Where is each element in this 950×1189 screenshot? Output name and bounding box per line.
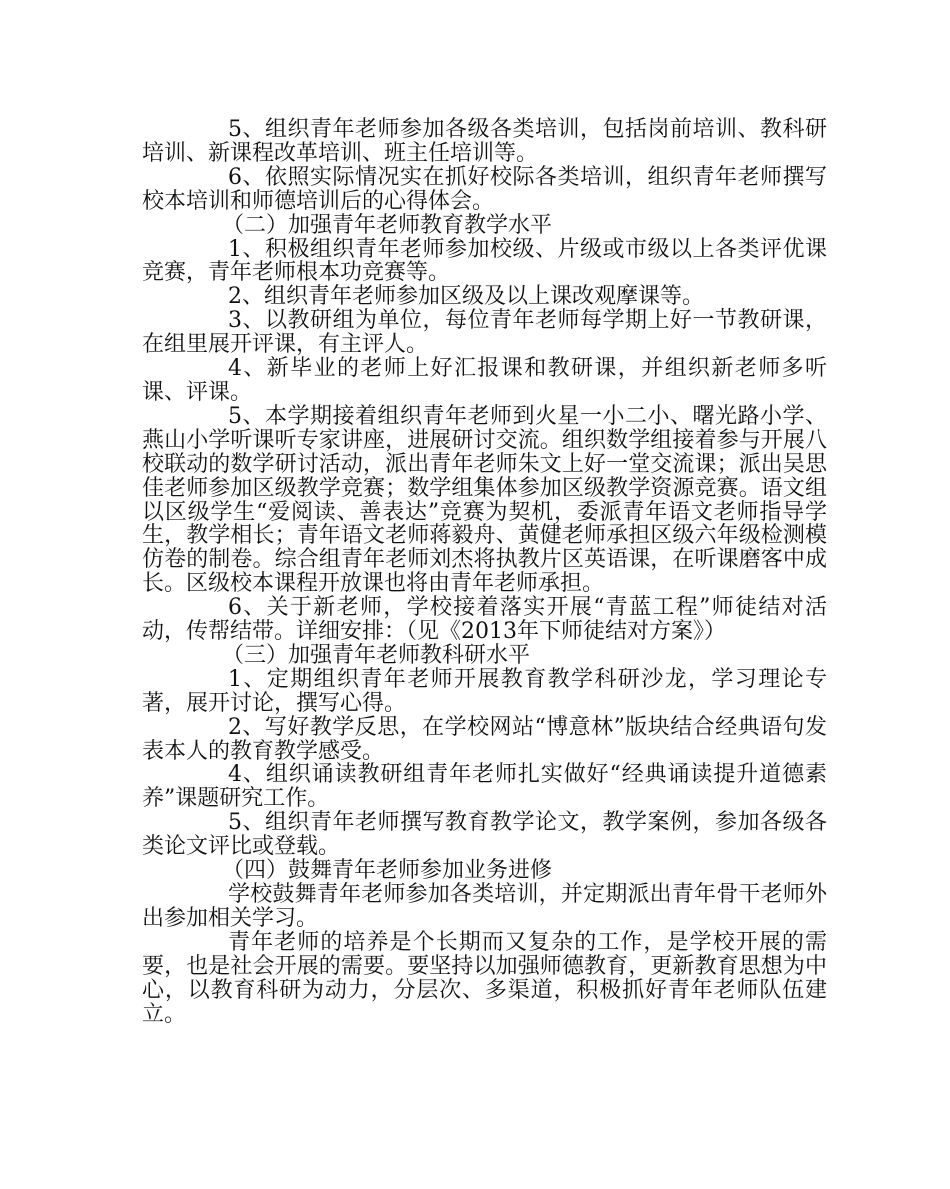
paragraph-new-graduates: 4、新毕业的老师上好汇报课和教研课，并组织新老师多听课、评课。 [142, 356, 827, 405]
paragraph-competitions: 1、积极组织青年老师参加校级、片级或市级以上各类评优课竞赛，青年老师根本功竞赛等。 [142, 236, 827, 286]
paragraph-classics-reading: 4、组织诵读教研组青年老师扎实做好“经典诵读提升道德素养”课题研究工作。 [142, 762, 827, 812]
paragraph-research-lessons: 3、以教研组为单位，每位青年老师每学期上好一节教研课，在组里展开评课，有主评人。 [142, 308, 827, 358]
paragraph-observation-classes: 2、组织青年老师参加区级及以上课改观摩课等。 [228, 284, 704, 310]
section-heading-research-level: （三）加强青年老师教科研水平 [222, 642, 531, 668]
paragraph-papers: 5、组织青年老师撰写教育教学论文，教学案例，参加各级各类论文评比或登载。 [142, 810, 827, 860]
paragraph-research-salon: 1、定期组织青年老师开展教育教学科研沙龙，学习理论专著，展开讨论，撰写心得。 [142, 666, 827, 716]
paragraph-semester-activities: 5、本学期接着组织青年老师到火星一小二小、曙光路小学、燕山小学听课听专家讲座，进展研讨交流。组织数学组接着参与开展八校联动的数学研讨活动，派出青年老师朱文上好一堂交流课；派出吴思佳老师参加区级教学竞赛；数学组集体参加区级教学资源竞赛。语文组以区级学生“爱阅读、善表达”竞赛为契机，委派青年语文老师指导学生，教学相长；青年语文老师蒋毅舟、黄健老师承担区级六年级检测模仿卷的制卷。综合组青年老师刘杰将执教片区英语课，在听课磨客中成长。区级校本课程开放课也将由青年老师承担。 [142, 403, 827, 597]
paragraph-mentorship: 6、关于新老师，学校接着落实开展“青蓝工程”师徒结对活动，传帮结带。详细安排：（见《2013年下师徒结对方案》） [142, 595, 827, 645]
paragraph-reflection: 2、写好教学反思，在学校网站“博意林”版块结合经典语句发表本人的教育教学感受。 [142, 714, 827, 764]
paragraph-school-training: 6、依照实际情况实在抓好校际各类培训，组织青年老师撰写校本培训和师德培训后的心得体会。 [142, 164, 827, 214]
paragraph-training-levels: 5、组织青年老师参加各级各类培训，包括岗前培训、教科研培训、新课程改革培训、班主任培训等。 [142, 117, 827, 166]
section-heading-teaching-level: （二）加强青年老师教育教学水平 [222, 212, 553, 238]
document-body [142, 118, 827, 1026]
paragraph-conclusion: 青年老师的培养是个长期而又复杂的工作，是学校开展的需要，也是社会开展的需要。要坚持以加强师德教育，更新教育思想为中心，以教育科研为动力，分层次、多渠道，积极抓好青年老师队伍建立。 [142, 929, 827, 1027]
paragraph-further-study: 学校鼓舞青年老师参加各类培训，并定期派出青年骨干老师外出参加相关学习。 [142, 882, 827, 931]
section-heading-further-study: （四）鼓舞青年老师参加业务进修 [222, 858, 553, 884]
